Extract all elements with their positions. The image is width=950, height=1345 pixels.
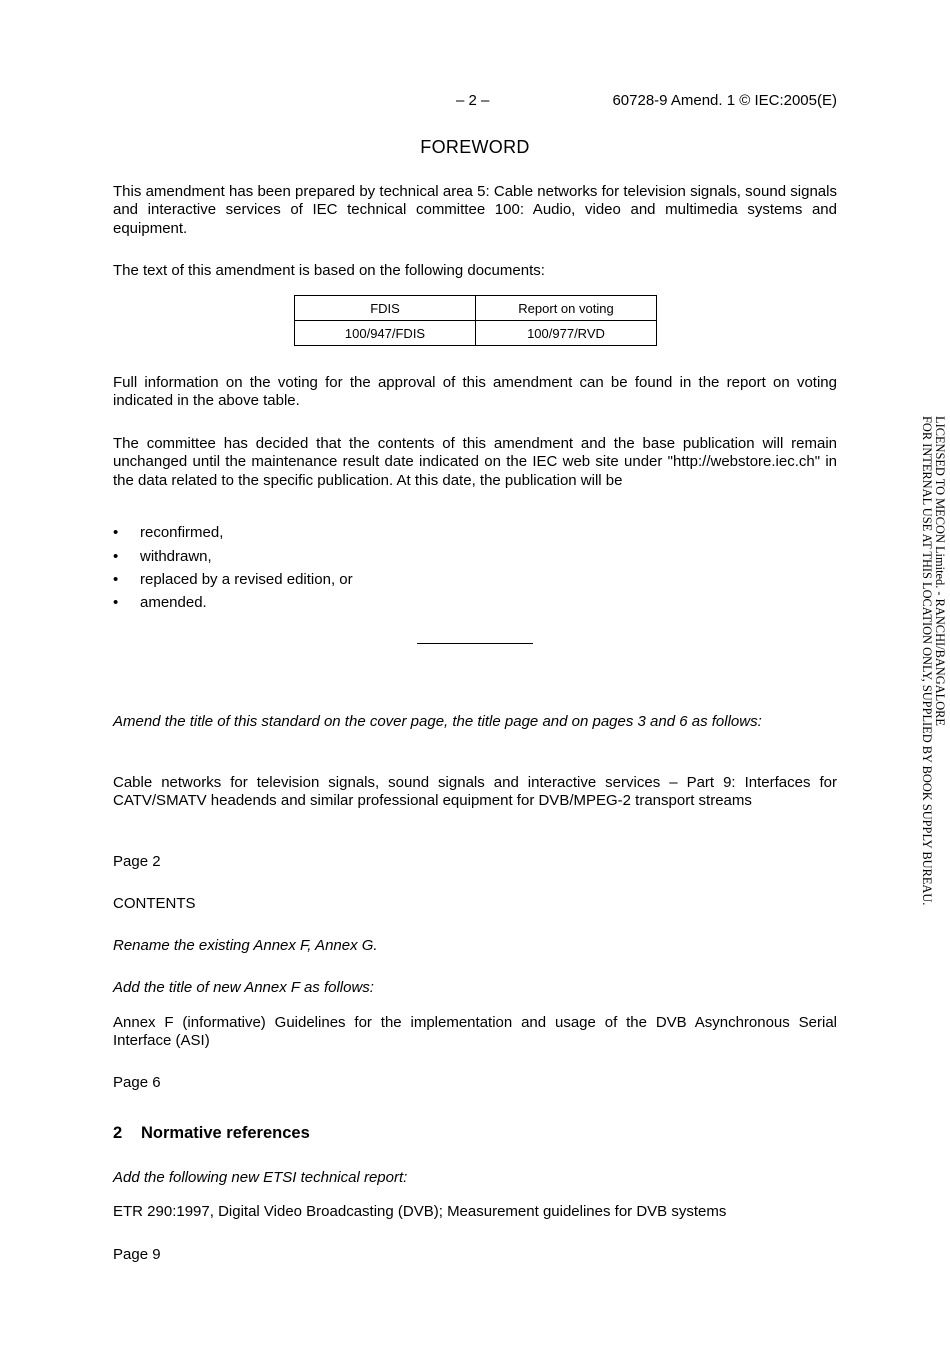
section-title: Normative references <box>141 1124 310 1142</box>
add-etsi-instruction: Add the following new ETSI technical report: <box>113 1169 408 1186</box>
table-cell: 100/977/RVD <box>476 321 657 346</box>
bullet-icon: • <box>113 571 119 588</box>
section-heading <box>113 1124 310 1143</box>
table-header-row <box>295 296 657 321</box>
annex-f-title: Annex F (informative) Guidelines for the implementation and usage of the DVB Asynchronous Serial Interface (ASI) <box>113 1014 837 1050</box>
table-cell: 100/947/FDIS <box>295 321 476 346</box>
document-reference: 60728-9 Amend. 1 © IEC:2005(E) <box>612 92 837 109</box>
license-watermark <box>920 416 946 905</box>
rename-annex-instruction: Rename the existing Annex F, Annex G. <box>113 937 378 954</box>
etr-reference: ETR 290:1997, Digital Video Broadcasting (DVB); Measurement guidelines for DVB systems <box>113 1203 727 1220</box>
list-item-text: withdrawn, <box>140 548 212 565</box>
section-divider <box>417 643 533 644</box>
table-row <box>295 321 657 346</box>
page-title: FOREWORD <box>420 137 530 157</box>
section-number: 2 <box>113 1124 123 1142</box>
new-standard-title: Cable networks for television signals, sound signals and interactive services – Part 9: Interfaces for CATV/SMATV headends and similar professional equipment for DVB/MPEG-2 transport streams <box>113 774 837 810</box>
page-9-label: Page 9 <box>113 1246 161 1263</box>
foreword-paragraph-1: This amendment has been prepared by technical area 5: Cable networks for television signals, sound signals and interactive services of IEC technical committee 100: Audio, video and multimedia systems and equipment. <box>113 183 837 237</box>
list-item-text: reconfirmed, <box>140 524 224 541</box>
foreword-paragraph-2: The text of this amendment is based on the following documents: <box>113 262 545 279</box>
list-item-text: replaced by a revised edition, or <box>140 571 353 588</box>
license-line-2: FOR INTERNAL USE AT THIS LOCATION ONLY, SUPPLIED BY BOOK SUPPLY BUREAU. <box>920 416 934 906</box>
list-item-text: amended. <box>140 594 207 611</box>
bullet-icon: • <box>113 548 119 565</box>
page-number: – 2 – <box>456 92 490 109</box>
amend-title-instruction: Amend the title of this standard on the cover page, the title page and on pages 3 and 6 as follows: <box>113 713 762 730</box>
page-2-label: Page 2 <box>113 853 161 870</box>
documents-table <box>294 295 657 346</box>
foreword-paragraph-3: Full information on the voting for the approval of this amendment can be found in the report on voting indicated in the above table. <box>113 374 837 410</box>
add-annex-instruction: Add the title of new Annex F as follows: <box>113 979 374 996</box>
table-header-cell: FDIS <box>295 296 476 321</box>
foreword-paragraph-4: The committee has decided that the contents of this amendment and the base publication will remain unchanged until the maintenance result date indicated on the IEC web site under "http://webstore.iec.ch" in the data related to the specific publication. At this date, the publication will be <box>113 435 837 489</box>
bullet-icon: • <box>113 594 119 611</box>
page-6-label: Page 6 <box>113 1074 161 1091</box>
table-header-cell: Report on voting <box>476 296 657 321</box>
bullet-icon: • <box>113 524 119 541</box>
license-line-1: LICENSED TO MECON Limited. - RANCHI/BANGALORE <box>933 416 947 726</box>
contents-label: CONTENTS <box>113 895 196 912</box>
